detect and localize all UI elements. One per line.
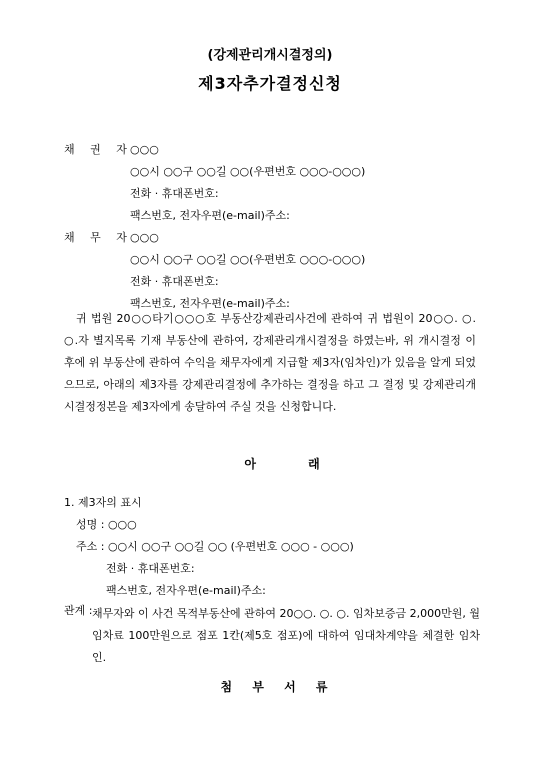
creditor-phone: 전화 · 휴대폰번호: [130,187,219,200]
third-party-relation-label: 관계 : [64,604,93,617]
third-party-fax-email: 팩스번호, 전자우편(e-mail)주소: [106,584,266,597]
debtor-name: ○○○ [130,231,159,244]
creditor-fax-email: 팩스번호, 전자우편(e-mail)주소: [130,209,290,222]
creditor-name: ○○○ [130,143,159,156]
attachments-heading: 첨 부 서 류 [220,680,336,694]
debtor-phone: 전화 · 휴대폰번호: [130,275,219,288]
creditor-label: 채 권 자 [64,143,133,156]
third-party-address: 주소 : ○○시 ○○구 ○○길 ○○ (우편번호 ○○○ - ○○○) [76,540,354,553]
third-party-relation-text: 채무자와 이 사건 목적부동산에 관하여 20○○. ○. ○. 임차보증금 2,000만원, 월 임차료 100만원으로 점포 1칸(제5호 점포)에 대하여 임대차계약을 체결한 임차인. [92,607,480,664]
third-party-name: 성명 : ○○○ [76,518,137,531]
debtor-address: ○○시 ○○구 ○○길 ○○(우편번호 ○○○-○○○) [130,253,366,266]
document-title: 제3자추가결정신청 [198,74,342,93]
debtor-fax-email: 팩스번호, 전자우편(e-mail)주소: [130,297,290,310]
document-subtitle: (강제관리개시결정의) [207,48,333,63]
section-heading: 아 래 [244,457,344,471]
third-party-phone: 전화 · 휴대폰번호: [106,562,195,575]
application-body: 귀 법원 20○○타기○○○호 부동산강제관리사건에 관하여 귀 법원이 20○○. ○. ○.자 별지목록 기재 부동산에 관하여, 강제관리개시결정을 하였는바, 위 개시결정 이후에 위 부동산에 관하여 수익을 채무자에게 지급할 제3자(임차인)가 있음을 알게 되었으므로, 아래의 제3자를 강제관리결정에 추가하는 결정을 하고 그 결정 및 강제관리개시결정정본을 제3자에게 송달하여 주실 것을 신청합니다. [64,312,476,413]
creditor-address: ○○시 ○○구 ○○길 ○○(우편번호 ○○○-○○○) [130,165,366,178]
debtor-label: 채 무 자 [64,231,133,244]
third-party-heading: 1. 제3자의 표시 [64,496,142,509]
